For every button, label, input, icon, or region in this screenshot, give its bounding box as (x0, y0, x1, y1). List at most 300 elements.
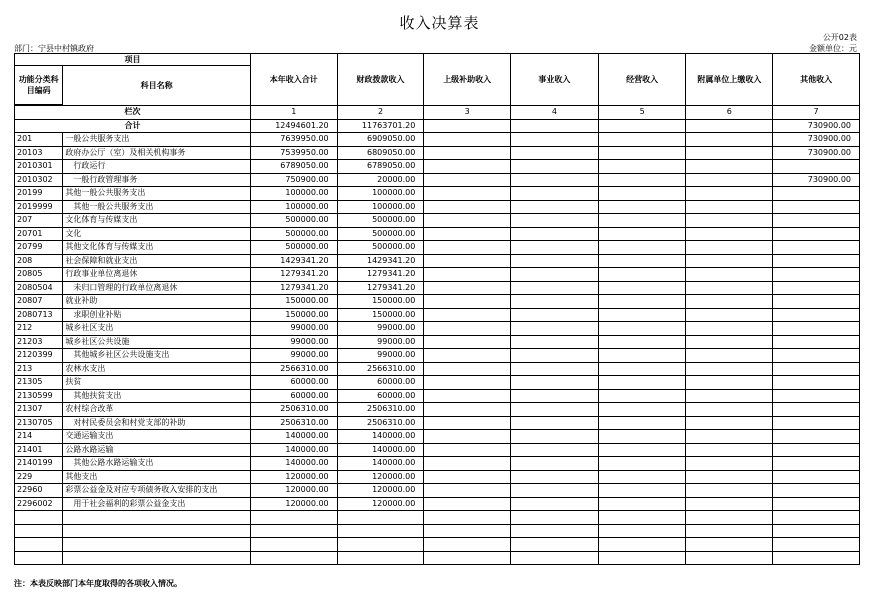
amount-cell (511, 241, 599, 255)
subject-name: 其他一般公共服务支出 (63, 187, 251, 201)
amount-cell (424, 470, 511, 484)
income-table (14, 53, 860, 565)
col-number-5: 5 (598, 106, 686, 120)
empty-cell (337, 551, 424, 565)
amount-cell (773, 214, 860, 228)
amount-cell (424, 416, 511, 430)
subject-name: 未归口管理的行政单位离退休 (63, 281, 251, 295)
subject-name: 文化 (63, 227, 251, 241)
amount-cell (511, 403, 599, 417)
amount-cell (598, 470, 686, 484)
amount-cell (686, 146, 773, 160)
amount-cell (424, 173, 511, 187)
table-row (15, 457, 860, 471)
amount-cell (511, 214, 599, 228)
table-row (15, 133, 860, 147)
amount-cell (598, 268, 686, 282)
table-row (15, 254, 860, 268)
empty-cell (598, 524, 686, 538)
amount-cell (511, 146, 599, 160)
amount-cell: 500000.00 (337, 241, 424, 255)
empty-cell (598, 551, 686, 565)
footnote: 注：本表反映部门本年度取得的各项收入情况。 (14, 579, 182, 588)
amount-cell (773, 322, 860, 336)
table-row (15, 322, 860, 336)
amount-cell: 99000.00 (250, 335, 337, 349)
total-value (424, 119, 511, 133)
amount-cell: 99000.00 (337, 335, 424, 349)
empty-cell (511, 551, 599, 565)
amount-cell (511, 160, 599, 174)
col-number-2: 2 (337, 106, 424, 120)
amount-cell (598, 281, 686, 295)
amount-cell (686, 376, 773, 390)
subject-code: 20799 (15, 241, 63, 255)
total-value: 730900.00 (773, 119, 860, 133)
empty-cell (686, 538, 773, 552)
amount-cell (598, 416, 686, 430)
amount-cell: 500000.00 (250, 214, 337, 228)
table-row (15, 349, 860, 363)
amount-cell: 2506310.00 (337, 416, 424, 430)
form-number: 公开02表 (822, 33, 857, 42)
subject-name: 求职创业补贴 (63, 308, 251, 322)
subject-code: 2120399 (15, 349, 63, 363)
amount-cell: 140000.00 (337, 443, 424, 457)
subject-name: 政府办公厅（室）及相关机构事务 (63, 146, 251, 160)
amount-cell (424, 430, 511, 444)
amount-cell (424, 484, 511, 498)
empty-cell (773, 511, 860, 525)
amount-cell (511, 497, 599, 511)
empty-cell (598, 538, 686, 552)
subject-code: 2130599 (15, 389, 63, 403)
subject-name: 对村民委员会和村党支部的补助 (63, 416, 251, 430)
table-body (15, 119, 860, 565)
amount-cell: 500000.00 (337, 214, 424, 228)
amount-cell (598, 227, 686, 241)
empty-cell (250, 524, 337, 538)
amount-cell (511, 376, 599, 390)
amount-cell: 500000.00 (337, 227, 424, 241)
amount-cell: 140000.00 (250, 457, 337, 471)
amount-cell (424, 281, 511, 295)
amount-cell: 150000.00 (337, 295, 424, 309)
amount-cell (511, 133, 599, 147)
amount-cell (598, 376, 686, 390)
amount-cell (424, 241, 511, 255)
subject-code: 20103 (15, 146, 63, 160)
amount-cell: 1279341.20 (337, 268, 424, 282)
amount-cell (686, 227, 773, 241)
empty-cell (773, 551, 860, 565)
subject-name: 扶贫 (63, 376, 251, 390)
amount-cell: 140000.00 (250, 430, 337, 444)
subject-code: 2080713 (15, 308, 63, 322)
table-row (15, 443, 860, 457)
table-row (15, 362, 860, 376)
amount-cell: 60000.00 (337, 376, 424, 390)
amount-cell (686, 335, 773, 349)
amount-cell: 1279341.20 (337, 281, 424, 295)
amount-cell: 730900.00 (773, 173, 860, 187)
amount-cell: 100000.00 (250, 200, 337, 214)
amount-cell: 500000.00 (250, 241, 337, 255)
table-row (15, 295, 860, 309)
subject-name: 就业补助 (63, 295, 251, 309)
subject-name: 一般公共服务支出 (63, 133, 251, 147)
subject-name: 其他公路水路运输支出 (63, 457, 251, 471)
amount-cell (773, 335, 860, 349)
column-number-row (15, 106, 860, 120)
amount-cell: 20000.00 (337, 173, 424, 187)
amount-cell: 140000.00 (337, 457, 424, 471)
amount-cell (598, 389, 686, 403)
row-number-label: 栏次 (15, 106, 251, 120)
amount-cell (598, 214, 686, 228)
subject-code: 2010302 (15, 173, 63, 187)
amount-cell (511, 295, 599, 309)
table-row (15, 497, 860, 511)
subject-code: 2296002 (15, 497, 63, 511)
amount-cell (598, 362, 686, 376)
subject-name: 公路水路运输 (63, 443, 251, 457)
amount-cell (424, 227, 511, 241)
amount-cell (598, 187, 686, 201)
empty-cell (424, 511, 511, 525)
table-row (15, 430, 860, 444)
amount-cell (686, 484, 773, 498)
empty-cell (250, 538, 337, 552)
total-value (686, 119, 773, 133)
empty-cell (15, 538, 63, 552)
col-header-1: 本年收入合计 (250, 54, 337, 106)
empty-row (15, 538, 860, 552)
amount-cell: 2566310.00 (250, 362, 337, 376)
col-number-3: 3 (424, 106, 511, 120)
amount-cell (773, 457, 860, 471)
amount-cell: 60000.00 (250, 389, 337, 403)
amount-cell (773, 497, 860, 511)
amount-cell (598, 295, 686, 309)
amount-cell (773, 376, 860, 390)
amount-cell (598, 322, 686, 336)
amount-cell: 120000.00 (250, 497, 337, 511)
page-title: 收入决算表 (399, 14, 480, 32)
subject-code: 21307 (15, 403, 63, 417)
empty-cell (15, 551, 63, 565)
subject-code: 20701 (15, 227, 63, 241)
amount-cell: 99000.00 (250, 322, 337, 336)
table-row (15, 241, 860, 255)
empty-cell (63, 511, 251, 525)
amount-cell (773, 389, 860, 403)
empty-cell (511, 511, 599, 525)
amount-cell: 1279341.20 (250, 281, 337, 295)
amount-cell (424, 349, 511, 363)
amount-cell (424, 308, 511, 322)
subject-name: 其他扶贫支出 (63, 389, 251, 403)
amount-cell (686, 133, 773, 147)
subject-code: 229 (15, 470, 63, 484)
amount-cell: 6789050.00 (337, 160, 424, 174)
subject-name: 行政事业单位离退休 (63, 268, 251, 282)
amount-cell: 100000.00 (337, 200, 424, 214)
amount-cell (773, 254, 860, 268)
amount-cell: 150000.00 (250, 295, 337, 309)
amount-cell (511, 254, 599, 268)
amount-cell (511, 349, 599, 363)
empty-cell (337, 538, 424, 552)
amount-cell (598, 335, 686, 349)
empty-cell (63, 538, 251, 552)
amount-cell: 60000.00 (250, 376, 337, 390)
amount-cell (424, 362, 511, 376)
amount-cell: 99000.00 (250, 349, 337, 363)
subject-code: 20807 (15, 295, 63, 309)
amount-cell (424, 389, 511, 403)
subject-name: 社会保障和就业支出 (63, 254, 251, 268)
amount-cell (773, 484, 860, 498)
amount-cell (773, 200, 860, 214)
amount-cell (686, 200, 773, 214)
amount-cell (598, 457, 686, 471)
table-row (15, 470, 860, 484)
amount-cell: 730900.00 (773, 133, 860, 147)
empty-row (15, 511, 860, 525)
empty-cell (424, 551, 511, 565)
amount-cell (773, 268, 860, 282)
empty-cell (63, 551, 251, 565)
amount-cell: 120000.00 (250, 484, 337, 498)
subject-name: 交通运输支出 (63, 430, 251, 444)
amount-cell (773, 241, 860, 255)
amount-cell: 99000.00 (337, 349, 424, 363)
amount-cell (686, 241, 773, 255)
amount-cell (598, 308, 686, 322)
total-label: 合计 (15, 119, 251, 133)
subject-name: 用于社会福利的彩票公益金支出 (63, 497, 251, 511)
amount-cell (598, 484, 686, 498)
amount-cell (686, 268, 773, 282)
amount-cell: 60000.00 (337, 389, 424, 403)
table-row (15, 308, 860, 322)
header-row-item (15, 54, 860, 66)
subject-name: 彩票公益金及对应专项债务收入安排的支出 (63, 484, 251, 498)
amount-cell (686, 362, 773, 376)
amount-cell (686, 254, 773, 268)
amount-cell (598, 403, 686, 417)
amount-cell (511, 200, 599, 214)
col-header-3: 上级补助收入 (424, 54, 511, 106)
amount-cell (511, 470, 599, 484)
subject-name: 其他支出 (63, 470, 251, 484)
amount-cell (686, 295, 773, 309)
empty-cell (773, 524, 860, 538)
amount-cell (424, 268, 511, 282)
amount-cell: 2566310.00 (337, 362, 424, 376)
amount-cell (773, 349, 860, 363)
amount-cell (598, 349, 686, 363)
subject-code: 201 (15, 133, 63, 147)
subject-name: 其他一般公共服务支出 (63, 200, 251, 214)
empty-cell (686, 524, 773, 538)
amount-cell (598, 443, 686, 457)
amount-cell (686, 173, 773, 187)
col-header-6: 附属单位上缴收入 (686, 54, 773, 106)
amount-cell (598, 430, 686, 444)
amount-cell: 1279341.20 (250, 268, 337, 282)
amount-cell: 1429341.20 (337, 254, 424, 268)
amount-cell (773, 416, 860, 430)
amount-cell: 2506310.00 (337, 403, 424, 417)
subject-code: 20199 (15, 187, 63, 201)
amount-cell (511, 457, 599, 471)
table-row (15, 200, 860, 214)
amount-cell (686, 214, 773, 228)
amount-cell (686, 308, 773, 322)
subject-code: 2080504 (15, 281, 63, 295)
amount-cell (686, 281, 773, 295)
amount-cell (686, 160, 773, 174)
amount-cell: 7539950.00 (250, 146, 337, 160)
amount-cell (773, 308, 860, 322)
total-row (15, 119, 860, 133)
col-number-7: 7 (773, 106, 860, 120)
unit-label: 金额单位：元 (809, 44, 857, 53)
amount-cell (686, 403, 773, 417)
empty-cell (773, 538, 860, 552)
table-row (15, 403, 860, 417)
amount-cell (424, 214, 511, 228)
amount-cell (773, 470, 860, 484)
amount-cell: 99000.00 (337, 322, 424, 336)
amount-cell (424, 295, 511, 309)
col-number-1: 1 (250, 106, 337, 120)
amount-cell (511, 335, 599, 349)
empty-cell (511, 538, 599, 552)
empty-cell (63, 524, 251, 538)
amount-cell (686, 187, 773, 201)
amount-cell (773, 187, 860, 201)
amount-cell (424, 160, 511, 174)
amount-cell: 150000.00 (250, 308, 337, 322)
amount-cell: 140000.00 (250, 443, 337, 457)
subject-name: 城乡社区公共设施 (63, 335, 251, 349)
amount-cell (598, 133, 686, 147)
amount-cell (773, 160, 860, 174)
amount-cell: 120000.00 (250, 470, 337, 484)
table-row (15, 281, 860, 295)
subject-name: 城乡社区支出 (63, 322, 251, 336)
table-row (15, 187, 860, 201)
subject-code: 22960 (15, 484, 63, 498)
amount-cell: 140000.00 (337, 430, 424, 444)
amount-cell (773, 403, 860, 417)
amount-cell (424, 457, 511, 471)
amount-cell (424, 187, 511, 201)
amount-cell (511, 443, 599, 457)
amount-cell (686, 349, 773, 363)
table-row (15, 214, 860, 228)
subject-name: 行政运行 (63, 160, 251, 174)
col-header-7: 其他收入 (773, 54, 860, 106)
amount-cell (511, 268, 599, 282)
amount-cell (686, 416, 773, 430)
amount-cell (511, 322, 599, 336)
table-row (15, 376, 860, 390)
amount-cell: 150000.00 (337, 308, 424, 322)
subject-code: 21305 (15, 376, 63, 390)
col-number-4: 4 (511, 106, 599, 120)
amount-cell (598, 173, 686, 187)
amount-cell: 7639950.00 (250, 133, 337, 147)
subject-code: 2140199 (15, 457, 63, 471)
empty-row (15, 551, 860, 565)
amount-cell: 100000.00 (250, 187, 337, 201)
col-number-6: 6 (686, 106, 773, 120)
table-row (15, 160, 860, 174)
amount-cell: 1429341.20 (250, 254, 337, 268)
subject-code: 213 (15, 362, 63, 376)
amount-cell (511, 281, 599, 295)
amount-cell: 730900.00 (773, 146, 860, 160)
amount-cell (773, 295, 860, 309)
empty-row (15, 524, 860, 538)
empty-cell (511, 524, 599, 538)
amount-cell (686, 430, 773, 444)
total-value (511, 119, 599, 133)
empty-cell (15, 524, 63, 538)
total-value: 11763701.20 (337, 119, 424, 133)
subject-code: 2130705 (15, 416, 63, 430)
empty-cell (337, 511, 424, 525)
table-row (15, 146, 860, 160)
amount-cell (686, 457, 773, 471)
table-row (15, 389, 860, 403)
amount-cell (511, 484, 599, 498)
item-header: 项目 (15, 54, 251, 66)
amount-cell: 120000.00 (337, 484, 424, 498)
subject-code: 214 (15, 430, 63, 444)
amount-cell (424, 146, 511, 160)
total-value (598, 119, 686, 133)
amount-cell: 6809050.00 (337, 146, 424, 160)
subject-name: 其他文化体育与传媒支出 (63, 241, 251, 255)
subject-name: 其他城乡社区公共设施支出 (63, 349, 251, 363)
amount-cell: 500000.00 (250, 227, 337, 241)
amount-cell (424, 376, 511, 390)
table-row (15, 268, 860, 282)
amount-cell (424, 254, 511, 268)
empty-cell (424, 524, 511, 538)
amount-cell (424, 200, 511, 214)
empty-cell (686, 511, 773, 525)
amount-cell: 6909050.00 (337, 133, 424, 147)
amount-cell (686, 470, 773, 484)
table-row (15, 484, 860, 498)
name-header: 科目名称 (63, 66, 251, 106)
amount-cell (424, 443, 511, 457)
amount-cell (598, 200, 686, 214)
empty-cell (250, 551, 337, 565)
empty-cell (250, 511, 337, 525)
total-value: 12494601.20 (250, 119, 337, 133)
amount-cell (773, 281, 860, 295)
empty-cell (15, 511, 63, 525)
subject-code: 21401 (15, 443, 63, 457)
col-header-2: 财政拨款收入 (337, 54, 424, 106)
